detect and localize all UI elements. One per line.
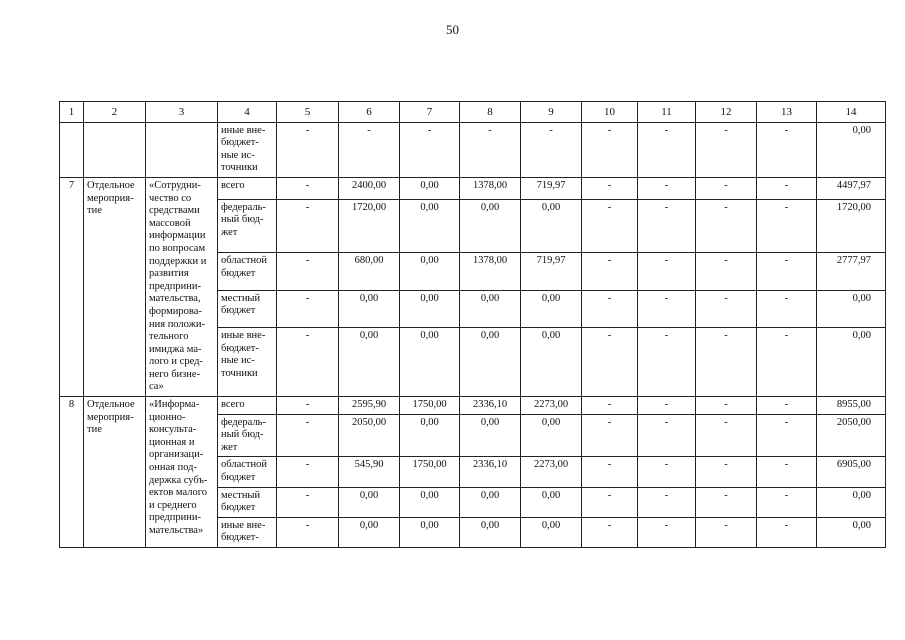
total-cell: 0,00	[817, 487, 886, 517]
value-cell: -	[460, 122, 521, 177]
value-cell: -	[696, 517, 757, 547]
value-cell: 719,97	[521, 253, 582, 291]
value-cell: 2336,10	[460, 457, 521, 487]
total-cell: 2777,97	[817, 253, 886, 291]
column-number: 13	[757, 102, 817, 123]
value-cell: 0,00	[339, 517, 400, 547]
value-cell: -	[582, 290, 638, 328]
column-number: 6	[339, 102, 400, 123]
value-cell: -	[277, 397, 339, 415]
total-cell: 0,00	[817, 290, 886, 328]
value-cell: -	[638, 199, 696, 252]
value-cell: -	[277, 457, 339, 487]
column-number: 2	[84, 102, 146, 123]
value-cell: 0,00	[460, 414, 521, 457]
value-cell: 0,00	[400, 487, 460, 517]
value-cell: 2400,00	[339, 177, 400, 199]
value-cell: -	[582, 122, 638, 177]
value-cell: -	[339, 122, 400, 177]
value-cell: 680,00	[339, 253, 400, 291]
value-cell: 0,00	[400, 414, 460, 457]
column-number: 5	[277, 102, 339, 123]
empty-cell	[60, 122, 84, 177]
value-cell: -	[696, 328, 757, 397]
value-cell: -	[757, 290, 817, 328]
funding-source: областной бюджет	[218, 457, 277, 487]
value-cell: -	[582, 397, 638, 415]
value-cell: 0,00	[339, 328, 400, 397]
event-number: 8	[60, 397, 84, 548]
value-cell: 0,00	[339, 290, 400, 328]
value-cell: 0,00	[400, 290, 460, 328]
funding-source: федераль- ный бюд- жет	[218, 414, 277, 457]
total-cell: 1720,00	[817, 199, 886, 252]
value-cell: -	[521, 122, 582, 177]
value-cell: -	[638, 122, 696, 177]
value-cell: 0,00	[521, 199, 582, 252]
funding-source: всего	[218, 177, 277, 199]
total-cell: 4497,97	[817, 177, 886, 199]
value-cell: 0,00	[460, 290, 521, 328]
value-cell: 0,00	[521, 487, 582, 517]
value-cell: 545,90	[339, 457, 400, 487]
value-cell: -	[696, 122, 757, 177]
value-cell: -	[696, 290, 757, 328]
table-row	[60, 177, 886, 199]
empty-cell	[84, 122, 146, 177]
value-cell: -	[696, 397, 757, 415]
value-cell: -	[696, 457, 757, 487]
value-cell: -	[277, 328, 339, 397]
value-cell: 1720,00	[339, 199, 400, 252]
value-cell: -	[638, 487, 696, 517]
value-cell: 0,00	[460, 328, 521, 397]
value-cell: -	[696, 414, 757, 457]
value-cell: 0,00	[460, 199, 521, 252]
value-cell: 0,00	[521, 290, 582, 328]
value-cell: 1378,00	[460, 253, 521, 291]
column-number: 8	[460, 102, 521, 123]
value-cell: -	[277, 414, 339, 457]
value-cell: -	[696, 253, 757, 291]
value-cell: -	[400, 122, 460, 177]
value-cell: -	[696, 199, 757, 252]
value-cell: 0,00	[521, 328, 582, 397]
value-cell: 0,00	[460, 517, 521, 547]
budget-table	[59, 101, 886, 548]
value-cell: -	[277, 253, 339, 291]
column-number: 9	[521, 102, 582, 123]
value-cell: -	[582, 177, 638, 199]
value-cell: -	[638, 328, 696, 397]
event-name: «Сотрудни- чество со средствами массовой информации по вопросам поддержки и развития предприни- мательства, формирова- ния положи- тельного имиджа ма- лого и сред- него бизне- са»	[146, 177, 218, 396]
value-cell: -	[638, 414, 696, 457]
event-type: Отдельное мероприя- тие	[84, 397, 146, 548]
value-cell: -	[757, 122, 817, 177]
funding-source: иные вне- бюджет- ные ис- точники	[218, 328, 277, 397]
value-cell: -	[696, 487, 757, 517]
value-cell: 1750,00	[400, 397, 460, 415]
table-row	[60, 397, 886, 415]
value-cell: -	[638, 457, 696, 487]
funding-source: местный бюджет	[218, 290, 277, 328]
column-number: 11	[638, 102, 696, 123]
column-number: 10	[582, 102, 638, 123]
value-cell: 2050,00	[339, 414, 400, 457]
value-cell: -	[757, 487, 817, 517]
value-cell: 0,00	[521, 517, 582, 547]
value-cell: -	[277, 517, 339, 547]
value-cell: -	[757, 457, 817, 487]
value-cell: -	[638, 253, 696, 291]
value-cell: 719,97	[521, 177, 582, 199]
value-cell: -	[582, 517, 638, 547]
funding-source: местный бюджет	[218, 487, 277, 517]
value-cell: 0,00	[339, 487, 400, 517]
value-cell: -	[757, 517, 817, 547]
funding-source: всего	[218, 397, 277, 415]
value-cell: 2273,00	[521, 457, 582, 487]
total-cell: 6905,00	[817, 457, 886, 487]
value-cell: -	[582, 199, 638, 252]
funding-source: областной бюджет	[218, 253, 277, 291]
value-cell: 2336,10	[460, 397, 521, 415]
value-cell: -	[638, 177, 696, 199]
page-number: 50	[446, 22, 459, 37]
value-cell: -	[277, 290, 339, 328]
value-cell: -	[277, 487, 339, 517]
value-cell: 2273,00	[521, 397, 582, 415]
funding-source: иные вне- бюджет-	[218, 517, 277, 547]
total-cell: 0,00	[817, 122, 886, 177]
value-cell: -	[638, 397, 696, 415]
column-number: 1	[60, 102, 84, 123]
column-number: 12	[696, 102, 757, 123]
value-cell: 0,00	[400, 199, 460, 252]
value-cell: -	[757, 253, 817, 291]
value-cell: -	[582, 328, 638, 397]
event-type: Отдельное мероприя- тие	[84, 177, 146, 396]
value-cell: 0,00	[521, 414, 582, 457]
value-cell: -	[277, 199, 339, 252]
value-cell: 1378,00	[460, 177, 521, 199]
value-cell: -	[757, 397, 817, 415]
value-cell: 0,00	[460, 487, 521, 517]
column-number-row	[60, 102, 886, 123]
continuation-row	[60, 122, 886, 177]
value-cell: -	[582, 457, 638, 487]
value-cell: -	[638, 517, 696, 547]
value-cell: -	[638, 290, 696, 328]
total-cell: 2050,00	[817, 414, 886, 457]
value-cell: 0,00	[400, 328, 460, 397]
value-cell: -	[757, 328, 817, 397]
funding-source: федераль- ный бюд- жет	[218, 199, 277, 252]
value-cell: 0,00	[400, 253, 460, 291]
value-cell: -	[582, 253, 638, 291]
column-number: 3	[146, 102, 218, 123]
total-cell: 8955,00	[817, 397, 886, 415]
total-cell: 0,00	[817, 517, 886, 547]
value-cell: -	[757, 199, 817, 252]
column-number: 7	[400, 102, 460, 123]
value-cell: -	[757, 414, 817, 457]
value-cell: -	[582, 414, 638, 457]
column-number: 14	[817, 102, 886, 123]
value-cell: -	[277, 122, 339, 177]
value-cell: 0,00	[400, 517, 460, 547]
value-cell: -	[757, 177, 817, 199]
value-cell: -	[277, 177, 339, 199]
value-cell: 0,00	[400, 177, 460, 199]
event-number: 7	[60, 177, 84, 396]
funding-source: иные вне- бюджет- ные ис- точники	[218, 122, 277, 177]
value-cell: -	[582, 487, 638, 517]
value-cell: 2595,90	[339, 397, 400, 415]
total-cell: 0,00	[817, 328, 886, 397]
empty-cell	[146, 122, 218, 177]
value-cell: 1750,00	[400, 457, 460, 487]
event-name: «Информа- ционно- консульта- ционная и организаци- онная под- держка субъ- ектов малого и среднего предприни- мательства»	[146, 397, 218, 548]
value-cell: -	[696, 177, 757, 199]
column-number: 4	[218, 102, 277, 123]
